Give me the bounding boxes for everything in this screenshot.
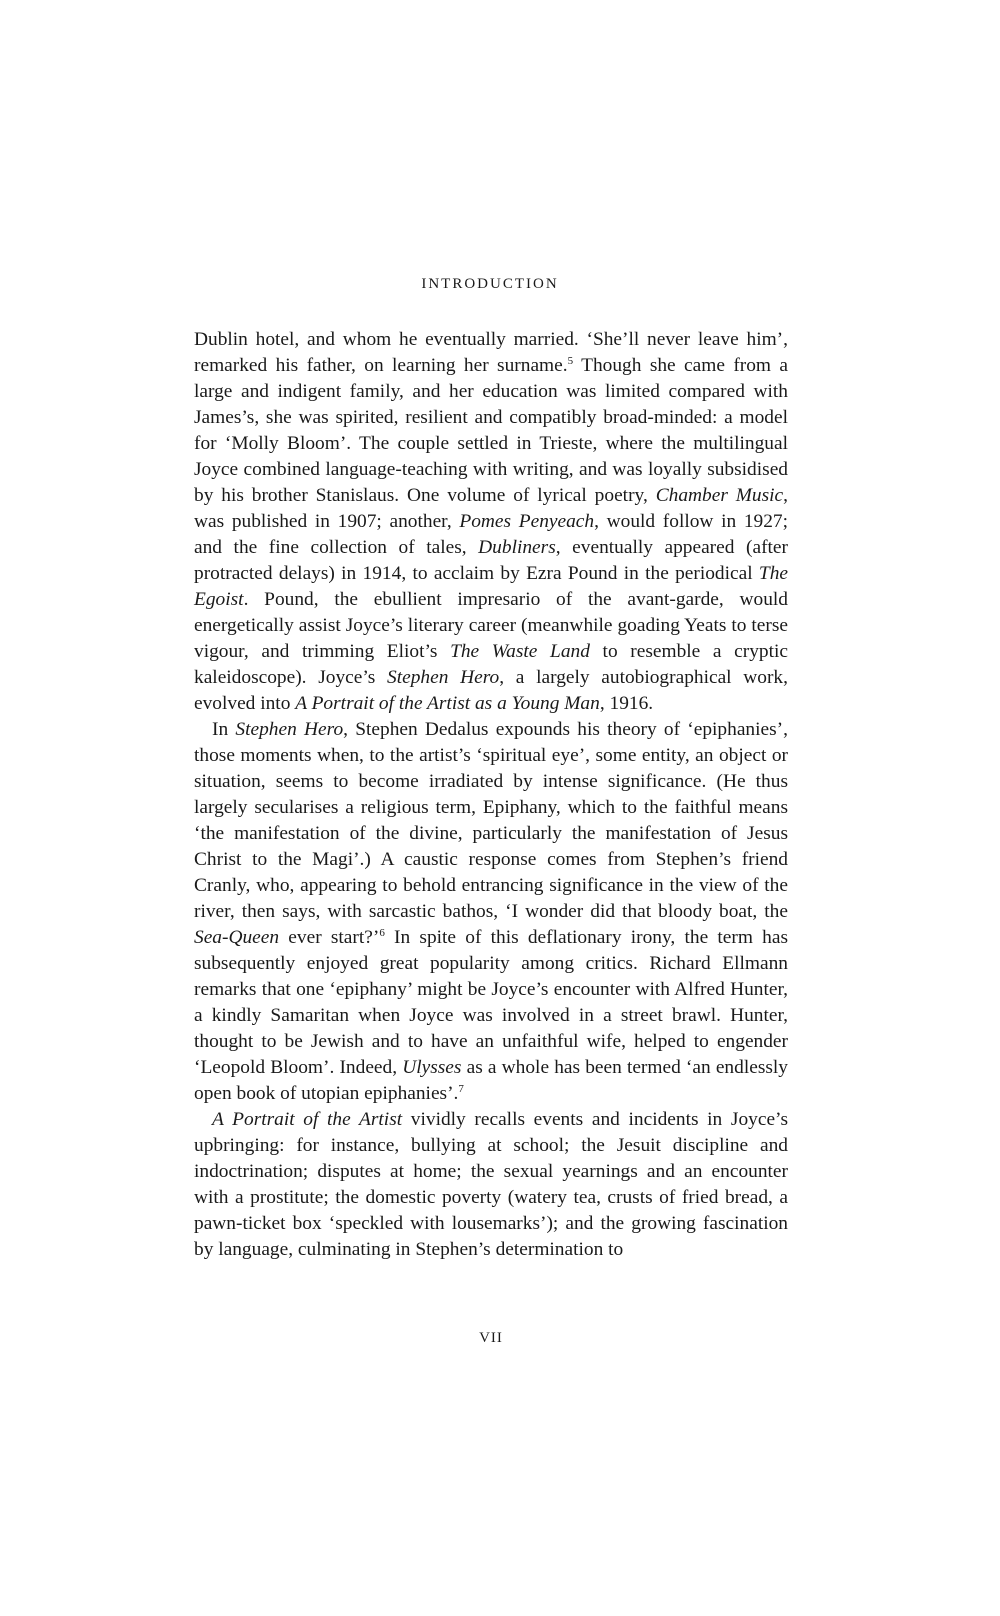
text-run: vividly recalls events and incidents in Joyce’s upbringing: for instance, bullying at school; the Jesuit discipline and indoctrination; disputes at home; the sexual yearnings and an encounter with a prostitute; the domestic poverty (watery tea, crusts of fried bread, a pawn-ticket box ‘speckled with lousemarks’); and the growing fascination by language, culminating in Stephen’s determination to [194, 1109, 788, 1260]
italic-title: Dubliners [478, 537, 556, 558]
italic-title: Pomes Penyeach [459, 511, 595, 532]
text-run: to resemble a cryptic kaleidoscope). Joyce’s [194, 641, 788, 688]
text-run: Though she came from a large and indigent family, and her education was limited compared with James’s, she was spirited, resilient and compatibly broad-minded: a model for ‘Molly Bloom’. The couple settled in Trieste, where the multilingual Joyce combined language-teaching with writing, and was loyally subsidised by his brother Stanislaus. One volume of lyrical poetry, [194, 355, 788, 506]
text-run: , a largely autobiographical work, evolved into [194, 667, 788, 714]
text-run: , 1916. [599, 693, 654, 714]
text-run: In spite of this deflationary irony, the term has subsequently enjoyed great popularity among critics. Richard Ellmann remarks that one ‘epiphany’ might be Joyce’s encounter with Alfred Hunter, a kindly Samaritan when Joyce was involved in a street brawl. Hunter, thought to be Jewish and to have an unfaithful wife, helped to engender ‘Leopold Bloom’. Indeed, [194, 927, 789, 1078]
footnote-ref: 6 [379, 927, 385, 939]
italic-title: Stephen Hero [235, 719, 344, 740]
text-run: as a whole has been termed ‘an endlessly open book of utopian epiphanies’. [194, 1057, 788, 1104]
paragraph-1 [194, 327, 788, 717]
text-run: , Stephen Dedalus expounds his theory of ‘epiphanies’, those moments when, to the artist’s ‘spiritual eye’, some entity, an object or situation, seems to become irradiated by intense significance. (He thus largely secularises a religious term, Epiphany, which to the faithful means ‘the manifestation of the divine, particularly the manifestation of Jesus Christ to the Magi’.) A caustic response comes from Stephen’s friend Cranly, who, appearing to behold entrancing significance in the view of the river, then says, with sarcastic bathos, ‘I wonder did that bloody boat, the [194, 719, 788, 922]
text-run: , was published in 1907; another, [194, 485, 788, 532]
running-head: INTRODUCTION [421, 276, 559, 292]
text-run: , eventually appeared (after protracted delays) in 1914, to acclaim by Ezra Pound in the periodical [194, 537, 788, 584]
paragraph-2 [194, 717, 788, 1107]
italic-title: Stephen Hero [387, 667, 500, 688]
italic-title: A Portrait of the Artist as a Young Man [295, 693, 600, 714]
italic-title: Ulysses [402, 1057, 462, 1078]
footnote-ref: 5 [567, 355, 574, 367]
italic-title: The Waste Land [450, 641, 590, 662]
italic-title: Chamber Music [655, 485, 784, 506]
italic-title: A Portrait of the Artist [212, 1109, 403, 1130]
italic-title: The Egoist [194, 563, 788, 610]
page-number: VII [479, 1330, 503, 1346]
text-run: Dublin hotel, and whom he eventually married. ‘She’ll never leave him’, remarked his father, on learning her surname. [194, 329, 788, 376]
paragraph-3 [194, 1107, 788, 1263]
text-run: ever start?’ [279, 927, 380, 948]
text-run: . Pound, the ebullient impresario of the avant-garde, would energetically assist Joyce’s literary career (meanwhile goading Yeats to terse vigour, and trimming Eliot’s [194, 589, 788, 662]
text-run: , would follow in 1927; and the fine collection of tales, [194, 511, 789, 558]
body-text [194, 327, 788, 1263]
footnote-ref: 7 [458, 1083, 464, 1095]
italic-title: Sea-Queen [194, 927, 280, 948]
text-run: In [212, 719, 236, 740]
